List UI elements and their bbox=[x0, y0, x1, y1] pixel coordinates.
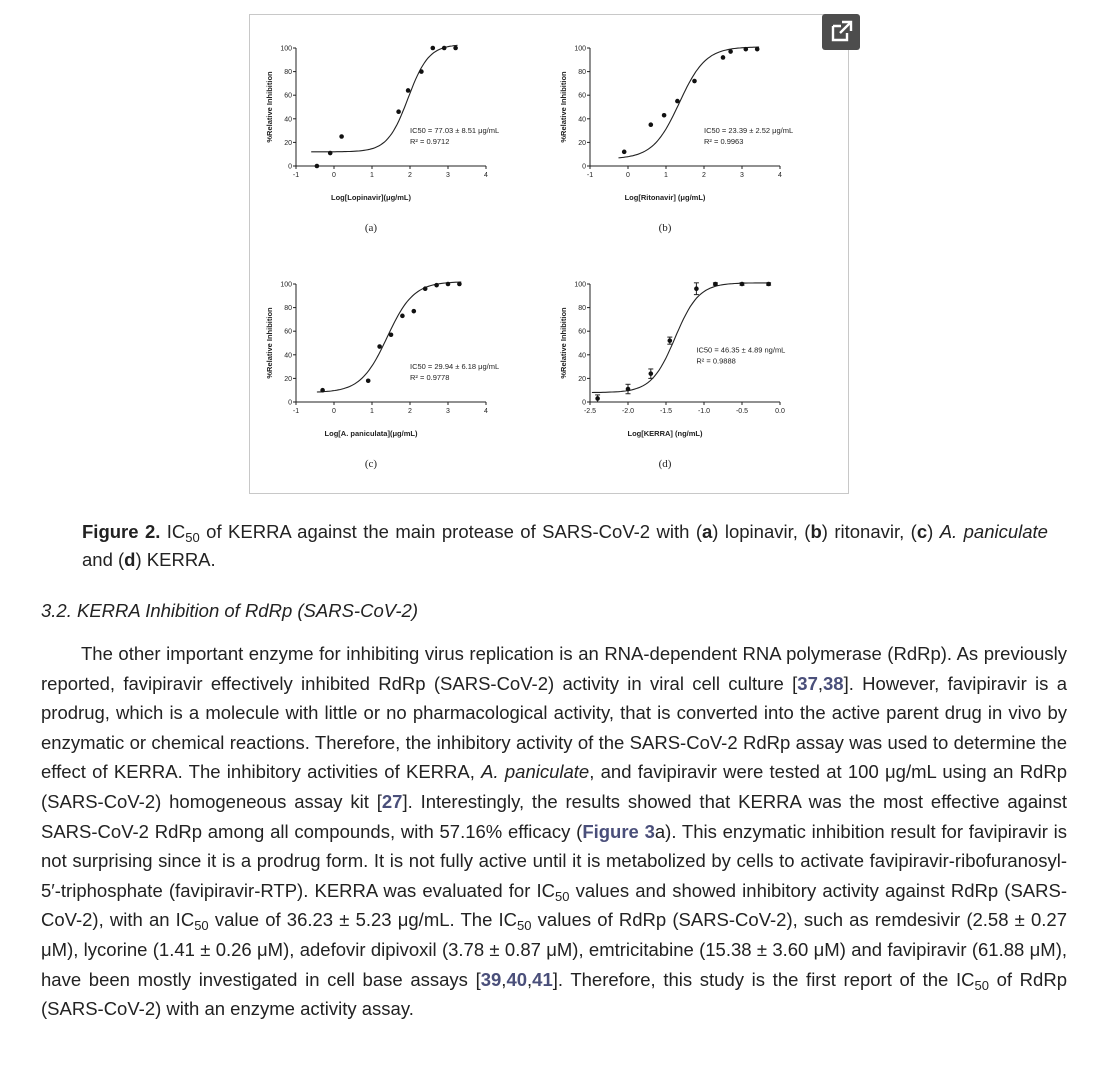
x-tick-label: 4 bbox=[484, 408, 488, 415]
y-tick-label: 0 bbox=[288, 163, 292, 171]
chart-svg bbox=[262, 276, 532, 482]
x-tick-label: -1 bbox=[586, 172, 594, 179]
data-point bbox=[662, 113, 667, 118]
annotation-text: R² = 0.9712 bbox=[410, 136, 450, 146]
data-point bbox=[431, 46, 436, 51]
data-point bbox=[755, 47, 760, 52]
data-point bbox=[766, 282, 771, 287]
x-tick-label: 2 bbox=[408, 172, 412, 179]
x-axis-label: Log[KERRA] (ng/mL) bbox=[627, 429, 703, 438]
x-tick-label: 0.0 bbox=[775, 408, 785, 415]
data-point bbox=[457, 282, 462, 287]
annotation-text: R² = 0.9888 bbox=[696, 356, 736, 366]
chart-d-kerra bbox=[556, 276, 836, 482]
citation-link[interactable]: 37 bbox=[797, 672, 818, 694]
y-tick-label: 20 bbox=[578, 375, 586, 383]
y-tick-label: 100 bbox=[574, 45, 586, 53]
data-point bbox=[692, 79, 697, 84]
x-tick-label: 4 bbox=[484, 172, 488, 179]
x-tick-label: 0 bbox=[332, 172, 336, 179]
annotation-text: IC50 = 46.35 ± 4.89 ng/mL bbox=[696, 345, 786, 355]
y-axis-label: %Relative Inhibition bbox=[559, 307, 568, 379]
data-point bbox=[400, 314, 405, 319]
y-tick-label: 40 bbox=[284, 352, 292, 360]
figure-link[interactable]: Figure 3 bbox=[582, 820, 655, 842]
data-point bbox=[721, 55, 726, 60]
data-point bbox=[744, 47, 749, 52]
y-tick-label: 0 bbox=[288, 399, 292, 407]
data-point bbox=[315, 164, 320, 169]
x-tick-label: -2.5 bbox=[583, 408, 597, 415]
data-point bbox=[366, 378, 371, 383]
data-point bbox=[320, 388, 325, 393]
x-tick-label: 0 bbox=[332, 408, 336, 415]
fit-curve bbox=[592, 283, 771, 393]
x-tick-label: -1 bbox=[292, 172, 300, 179]
y-tick-label: 20 bbox=[578, 139, 586, 147]
x-tick-label: 3 bbox=[740, 172, 744, 179]
y-axis-label: %Relative Inhibition bbox=[265, 71, 274, 143]
data-point bbox=[328, 151, 333, 156]
data-point bbox=[406, 88, 411, 93]
y-tick-label: 80 bbox=[578, 305, 586, 313]
y-tick-label: 0 bbox=[582, 163, 586, 171]
annotation-text: IC50 = 23.39 ± 2.52 μg/mL bbox=[704, 125, 794, 135]
citation-link[interactable]: 40 bbox=[506, 968, 528, 990]
data-point bbox=[423, 286, 428, 291]
x-tick-label: 3 bbox=[446, 172, 450, 179]
data-point bbox=[622, 150, 627, 155]
annotation-text: R² = 0.9963 bbox=[704, 136, 744, 146]
x-axis-label: Log[A. paniculata](μg/mL) bbox=[324, 429, 418, 438]
data-point bbox=[649, 371, 654, 376]
section-heading: 3.2. KERRA Inhibition of RdRp (SARS-CoV-2) bbox=[41, 600, 419, 621]
y-tick-label: 20 bbox=[284, 139, 292, 147]
fit-curve bbox=[311, 45, 457, 152]
x-axis-label: Log[Lopinavir](μg/mL) bbox=[331, 193, 411, 202]
panel-label: (c) bbox=[364, 458, 378, 470]
data-point bbox=[740, 282, 745, 287]
y-tick-label: 100 bbox=[574, 281, 586, 289]
y-tick-label: 80 bbox=[284, 69, 292, 77]
citation-link[interactable]: 41 bbox=[532, 968, 553, 990]
data-point bbox=[446, 282, 451, 287]
data-point bbox=[442, 46, 447, 51]
x-tick-label: 3 bbox=[446, 408, 450, 415]
annotation-text: IC50 = 77.03 ± 8.51 μg/mL bbox=[410, 125, 500, 135]
citation-link[interactable]: 38 bbox=[823, 672, 844, 694]
x-tick-label: 0 bbox=[626, 172, 630, 179]
x-tick-label: 4 bbox=[778, 172, 782, 179]
x-axis-label: Log[Ritonavir] (μg/mL) bbox=[624, 193, 706, 202]
data-point bbox=[389, 332, 394, 337]
x-tick-label: 1 bbox=[370, 172, 374, 179]
data-point bbox=[434, 283, 439, 288]
citation-link[interactable]: 27 bbox=[381, 790, 403, 812]
y-tick-label: 100 bbox=[280, 45, 292, 53]
x-tick-label: -1.5 bbox=[659, 408, 673, 415]
panel-label: (a) bbox=[364, 222, 378, 234]
y-tick-label: 60 bbox=[578, 328, 586, 336]
data-point bbox=[339, 134, 344, 139]
y-tick-label: 60 bbox=[578, 92, 586, 100]
chart-svg bbox=[262, 40, 532, 240]
y-axis-label: %Relative Inhibition bbox=[559, 71, 568, 143]
data-point bbox=[412, 309, 417, 314]
data-point bbox=[396, 109, 401, 114]
x-tick-label: -1 bbox=[292, 408, 300, 415]
x-tick-label: 2 bbox=[702, 172, 706, 179]
y-tick-label: 40 bbox=[578, 352, 586, 360]
y-tick-label: 60 bbox=[284, 92, 292, 100]
x-tick-label: 1 bbox=[664, 172, 668, 179]
data-point bbox=[626, 387, 631, 392]
figure-caption: Figure 2. $IC_{50}$ of KERRA against the main protease of SARS-CoV-2 with (a) lopinavir, (b) ritonavir, (c) A. paniculate and (d) KERRA. bbox=[82, 521, 1048, 570]
chart-c-paniculata bbox=[262, 276, 532, 482]
data-point bbox=[728, 49, 733, 54]
x-tick-label: -1.0 bbox=[697, 408, 711, 415]
chart-svg bbox=[556, 276, 836, 482]
x-tick-label: 1 bbox=[370, 408, 374, 415]
y-tick-label: 40 bbox=[284, 116, 292, 124]
y-tick-label: 80 bbox=[578, 69, 586, 77]
data-point bbox=[675, 99, 680, 104]
y-tick-label: 40 bbox=[578, 116, 586, 124]
chart-a-lopinavir bbox=[262, 40, 532, 240]
x-tick-label: -2.0 bbox=[621, 408, 635, 415]
x-tick-label: 2 bbox=[408, 408, 412, 415]
chart-svg bbox=[556, 40, 826, 240]
y-tick-label: 60 bbox=[284, 328, 292, 336]
data-point bbox=[668, 338, 673, 343]
data-point bbox=[377, 344, 382, 349]
data-point bbox=[595, 396, 600, 401]
body-paragraph: The other important enzyme for inhibiting virus replication is an RNA-dependent RNA polymerase (RdRp). As previously reported, favipiravir effectively inhibited RdRp (SARS-CoV-2) activity in viral cell culture [37,38]. However, favipiravir is a prodrug, which is a molecule with little or no pharmacological activity, that is converted into the active parent drug in vivo by enzymatic or chemical reactions. Therefore, the inhibitory activity of the SARS-CoV-2 RdRp assay was used to determine the effect of KERRA. The inhibitory activities of KERRA, A. paniculate, and favipiravir were tested at 100 μg/mL using an RdRp (SARS-CoV-2) homogeneous assay kit [27]. Interestingly, the results showed that KERRA was the most effective against SARS-CoV-2 RdRp among all compounds, with 57.16% efficacy (Figure 3a). This enzymatic inhibition result for favipiravir is not surprising since it is a prodrug form. It is not fully active until it is metabolized by cells to activate favipiravir-ribofuranosyl-5′-triphosphate (favipiravir-RTP). KERRA was evaluated for $IC_{50}$ values and showed inhibitory activity against RdRp (SARS-CoV-2), with an $IC_{50}$ value of 36.23 ± 5.23 μg/mL. The $IC_{50}$ values of RdRp (SARS-CoV-2), such as remdesivir (2.58 ± 0.27 μM), lycorine (1.41 ± 0.26 μM), adefovir dipivoxil (3.78 ± 0.87 μM), emtricitabine (15.38 ± 3.60 μM) and favipiravir (61.88 μM), have been mostly investigated in cell base assays [39,40,41]. Therefore, this study is the first report of the $IC_{50}$ of RdRp (SARS-CoV-2) with an enzyme activity assay. bbox=[41, 643, 1068, 1020]
x-tick-label: -0.5 bbox=[735, 408, 749, 415]
y-tick-label: 0 bbox=[582, 399, 586, 407]
data-point bbox=[694, 286, 699, 291]
data-point bbox=[419, 69, 424, 74]
panel-label: (d) bbox=[658, 458, 672, 470]
data-point bbox=[713, 282, 718, 287]
y-tick-label: 20 bbox=[284, 375, 292, 383]
y-axis-label: %Relative Inhibition bbox=[265, 307, 274, 379]
expand-figure-button[interactable] bbox=[822, 14, 860, 50]
annotation-text: R² = 0.9778 bbox=[410, 372, 450, 382]
data-point bbox=[453, 46, 458, 51]
data-point bbox=[649, 122, 654, 127]
y-tick-label: 80 bbox=[284, 305, 292, 313]
chart-b-ritonavir bbox=[556, 40, 826, 240]
citation-link[interactable]: 39 bbox=[480, 968, 502, 990]
panel-label: (b) bbox=[658, 222, 672, 234]
y-tick-label: 100 bbox=[280, 281, 292, 289]
external-link-icon bbox=[822, 14, 860, 50]
annotation-text: IC50 = 29.94 ± 6.18 μg/mL bbox=[410, 361, 500, 371]
